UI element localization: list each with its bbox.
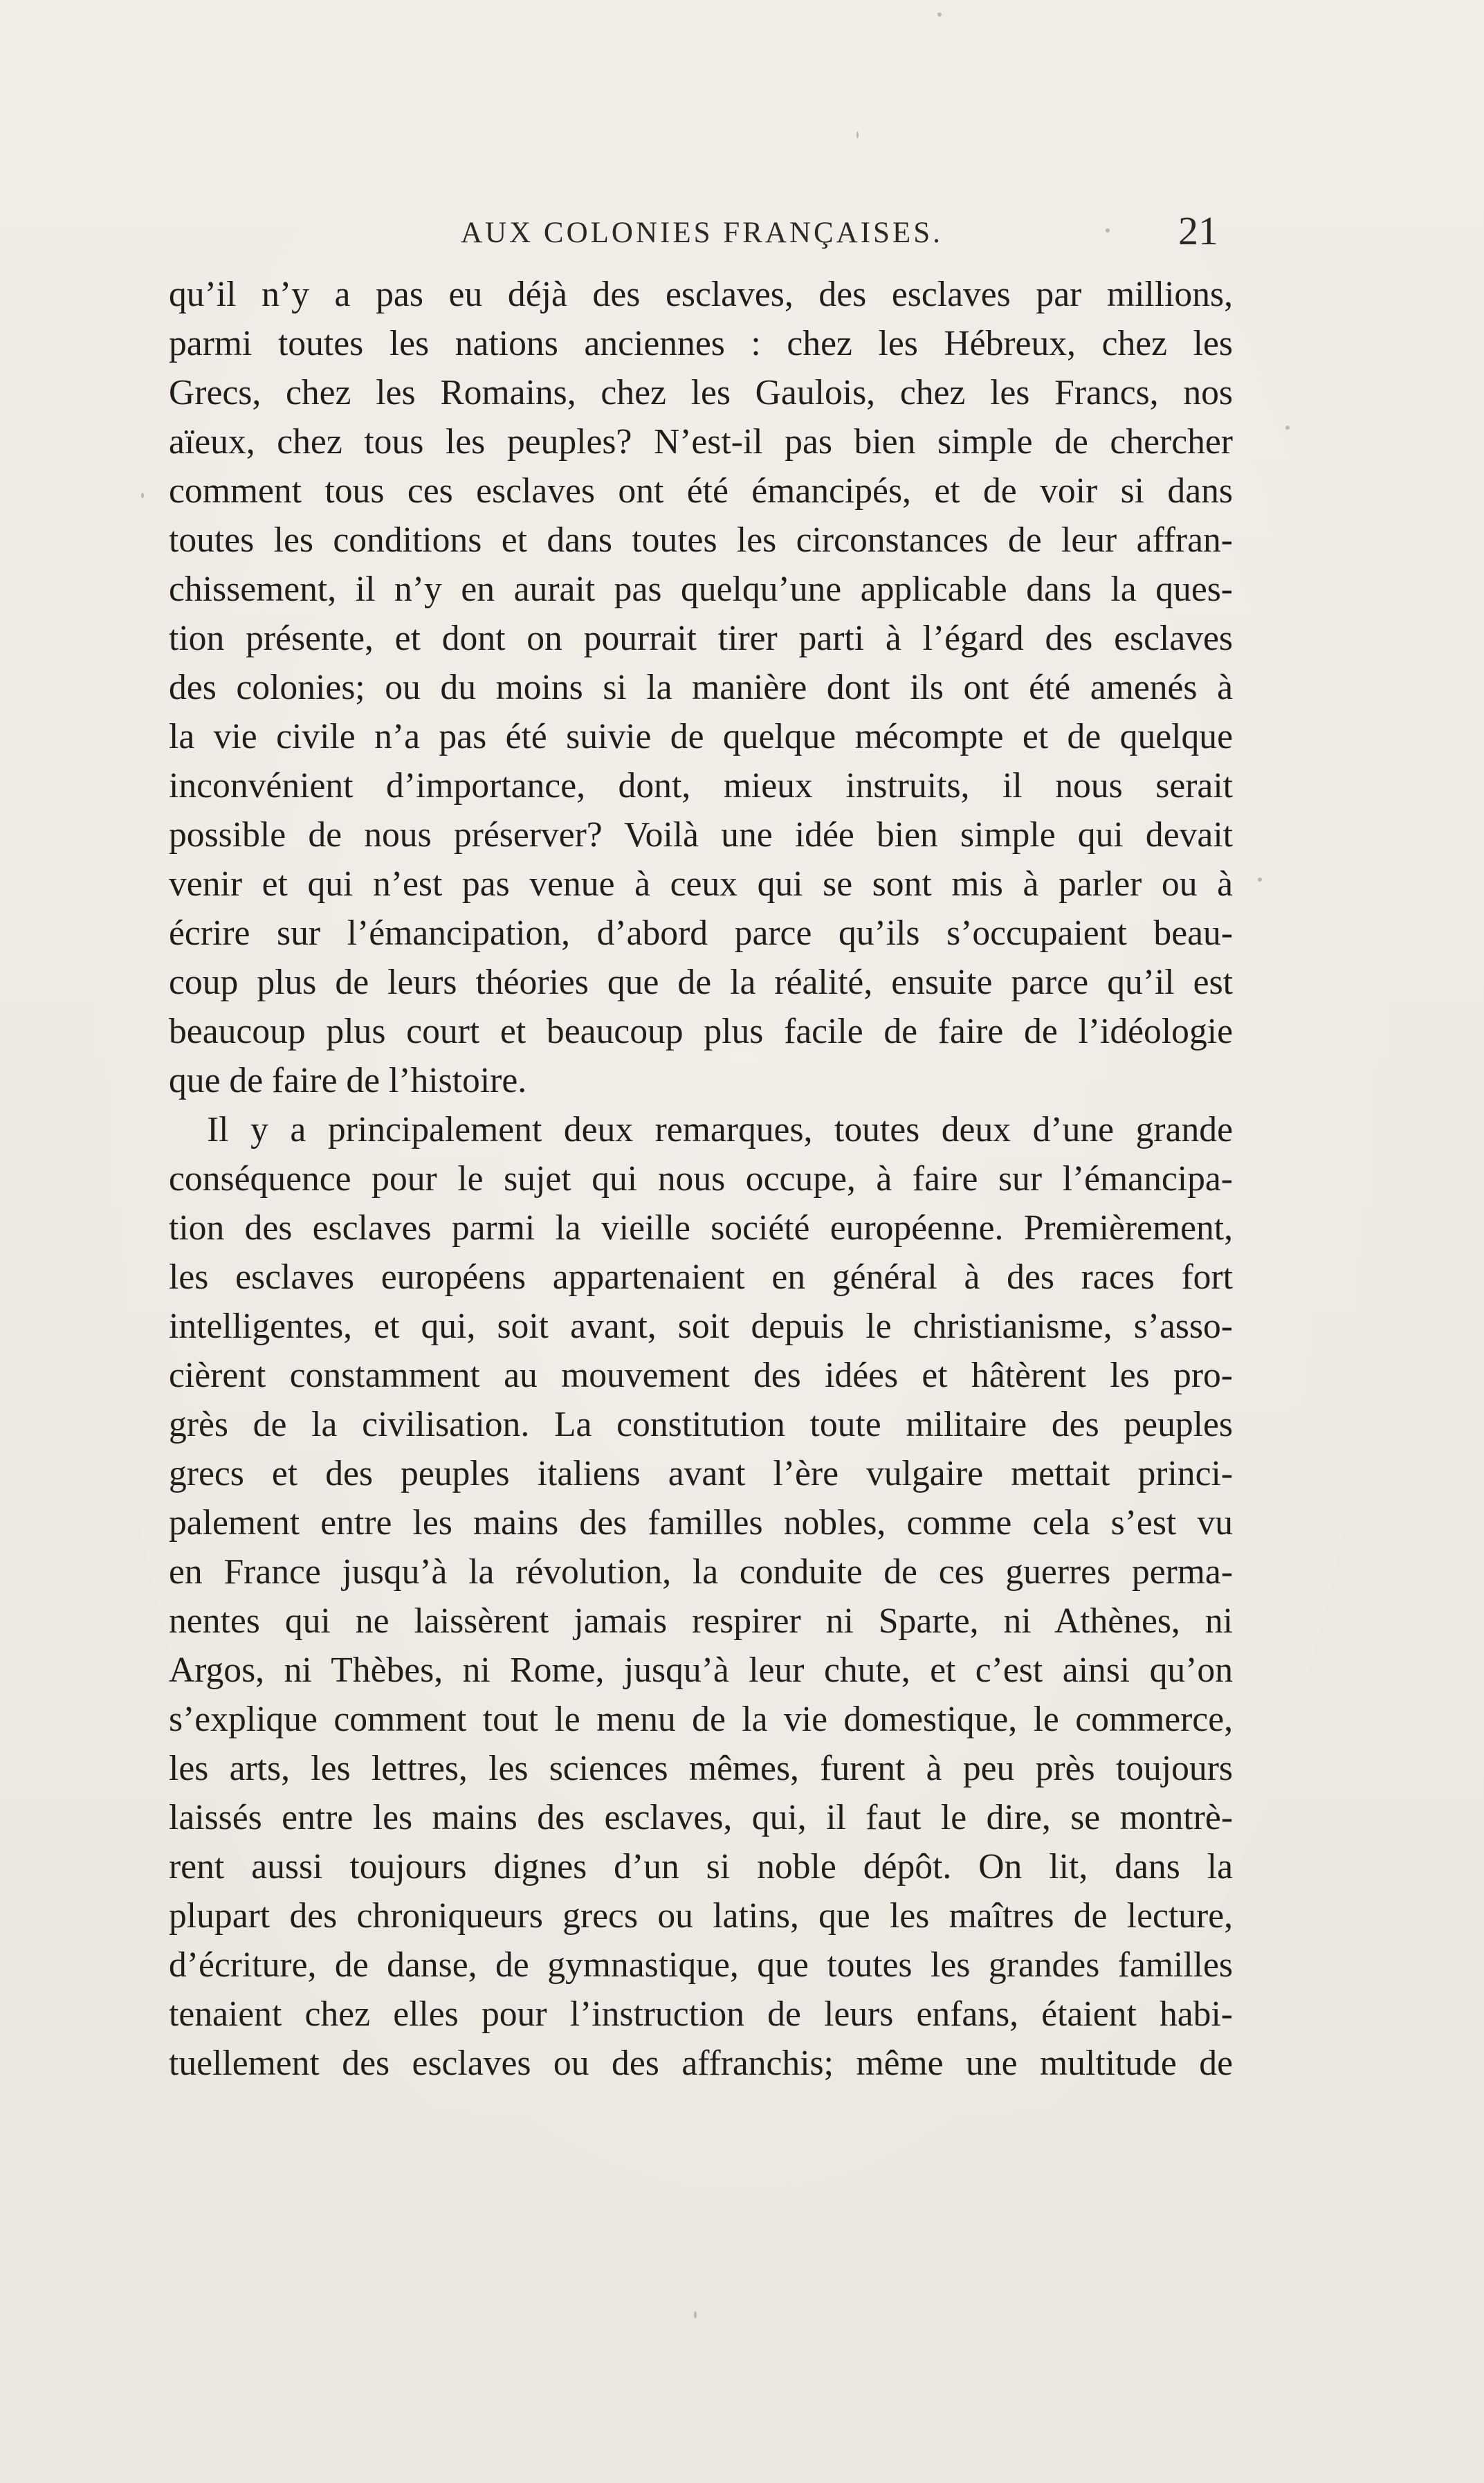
text-line: beaucoup plus court et beaucoup plus facile de faire de l’idéologie: [169, 1012, 1233, 1051]
paper-speck: [694, 2311, 697, 2318]
page-number: 21: [1178, 208, 1218, 253]
text-line: grès de la civilisation. La constitution toute militaire des peuples: [169, 1405, 1233, 1444]
paper-speck: [856, 131, 859, 138]
text-line: venir et qui n’est pas venue à ceux qui se sont mis à parler ou à: [169, 864, 1233, 904]
text-line: la vie civile n’a pas été suivie de quelque mécompte et de quelque: [169, 717, 1233, 756]
page-header: [170, 208, 1218, 263]
text-line: comment tous ces esclaves ont été émancipés, et de voir si dans: [169, 471, 1233, 511]
text-line: tion présente, et dont on pourrait tirer parti à l’égard des esclaves: [169, 619, 1233, 658]
text-line: écrire sur l’émancipation, d’abord parce qu’ils s’occupaient beau-: [169, 913, 1233, 953]
text-line: palement entre les mains des familles nobles, comme cela s’est vu: [169, 1503, 1233, 1543]
paper-speck: [141, 493, 144, 498]
text-line: grecs et des peuples italiens avant l’ère vulgaire mettait princi-: [169, 1454, 1233, 1493]
text-line: Il y a principalement deux remarques, toutes deux d’une grande: [207, 1110, 1233, 1149]
text-line: les esclaves européens appartenaient en général à des races fort: [169, 1257, 1233, 1297]
text-line: chissement, il n’y en aurait pas quelqu’une applicable dans la ques-: [169, 570, 1233, 609]
paper-speck: [1285, 426, 1290, 430]
text-line: des colonies; ou du moins si la manière dont ils ont été amenés à: [169, 668, 1233, 707]
text-line: cièrent constamment au mouvement des idées et hâtèrent les pro-: [169, 1356, 1233, 1395]
text-line: qu’il n’y a pas eu déjà des esclaves, des esclaves par millions,: [169, 275, 1233, 314]
body-text: [169, 270, 1233, 2088]
text-line: tion des esclaves parmi la vieille société européenne. Premièrement,: [169, 1208, 1233, 1248]
text-line: nentes qui ne laissèrent jamais respirer ni Sparte, ni Athènes, ni: [169, 1601, 1233, 1641]
running-title: AUX COLONIES FRANÇAISES.: [461, 217, 943, 249]
text-line: Grecs, chez les Romains, chez les Gaulois, chez les Francs, nos: [169, 373, 1233, 412]
text-line: tuellement des esclaves ou des affranchis; même une multitude de: [169, 2044, 1233, 2083]
text-line: aïeux, chez tous les peuples? N’est-il pas bien simple de chercher: [169, 422, 1233, 462]
paper-speck: [937, 12, 942, 17]
text-line: inconvénient d’importance, dont, mieux instruits, il nous serait: [169, 766, 1233, 806]
text-line: parmi toutes les nations anciennes : chez les Hébreux, chez les: [169, 324, 1233, 363]
text-line: conséquence pour le sujet qui nous occupe, à faire sur l’émancipa-: [169, 1159, 1233, 1199]
text-line: coup plus de leurs théories que de la réalité, ensuite parce qu’il est: [169, 963, 1233, 1002]
text-line: tenaient chez elles pour l’instruction de leurs enfans, étaient habi-: [169, 1994, 1233, 2034]
text-line: rent aussi toujours dignes d’un si noble dépôt. On lit, dans la: [169, 1847, 1233, 1886]
text-line: possible de nous préserver? Voilà une idée bien simple qui devait: [169, 815, 1233, 855]
text-line: plupart des chroniqueurs grecs ou latins, que les maîtres de lecture,: [169, 1896, 1233, 1936]
text-line: toutes les conditions et dans toutes les circonstances de leur affran-: [169, 520, 1233, 560]
text-line: les arts, les lettres, les sciences mêmes, furent à peu près toujours: [169, 1749, 1233, 1788]
text-line: s’explique comment tout le menu de la vie domestique, le commerce,: [169, 1700, 1233, 1739]
text-line: d’écriture, de danse, de gymnastique, que toutes les grandes familles: [169, 1945, 1233, 1985]
text-line: en France jusqu’à la révolution, la conduite de ces guerres perma-: [169, 1552, 1233, 1592]
paper-speck: [1258, 877, 1262, 882]
paper-speck: [1106, 228, 1110, 233]
text-line: laissés entre les mains des esclaves, qui, il faut le dire, se montrè-: [169, 1798, 1233, 1837]
text-line: intelligentes, et qui, soit avant, soit depuis le christianisme, s’asso-: [169, 1307, 1233, 1346]
text-line: Argos, ni Thèbes, ni Rome, jusqu’à leur chute, et c’est ainsi qu’on: [169, 1650, 1233, 1690]
text-line: que de faire de l’histoire.: [169, 1061, 527, 1100]
